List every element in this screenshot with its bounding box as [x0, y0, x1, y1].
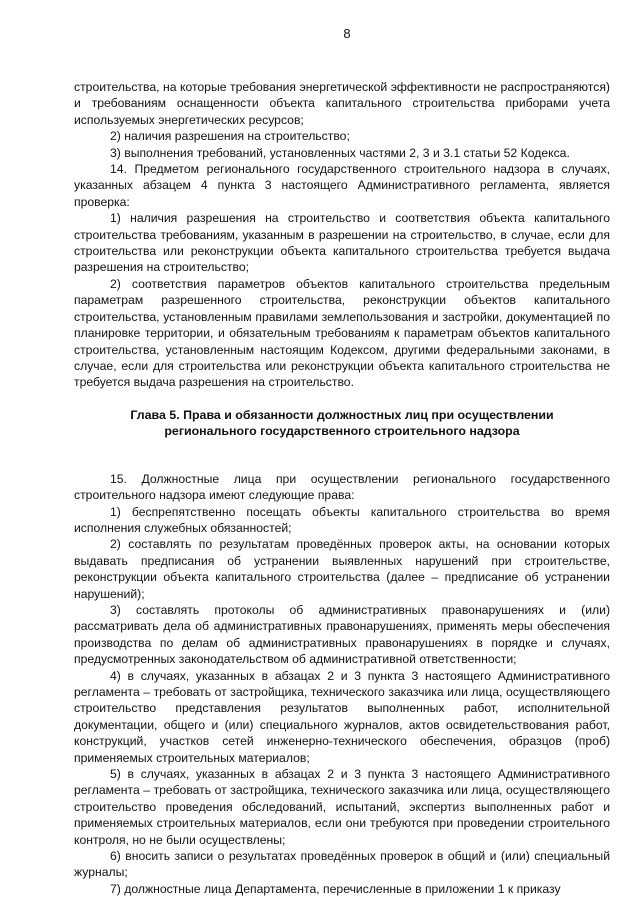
paragraph-item-2: 2) наличия разрешения на строительство; — [110, 129, 350, 144]
paragraph-right-3: 3) составлять протоколы об административных правонарушениях и (или) рассматривать дела об административных правонарушениях, применять меры обеспечения производства по делам об административных правонарушениях в порядке и случаях, предусмотренных законодательством об административной ответственности; — [74, 602, 610, 667]
chapter-heading — [74, 407, 610, 439]
paragraph-right-2: 2) составлять по результатам проведённых проверок акты, на основании которых выдавать предписания об устранении выявленных нарушений при строительстве, реконструкции объекта капитального строительства (далее – предписание об устранении нарушений); — [74, 537, 610, 601]
paragraph-right-6: 6) вносить записи о результатах проведённых проверок в общий и (или) специальный журналы; — [74, 849, 610, 880]
paragraph-continuation: строительства, на которые требования энергетической эффективности не распространяются) и требованиям оснащенности объекта капитального строительства приборами учета используемых энергетических ресурсов; — [74, 80, 610, 127]
paragraph-right-7: 7) должностные лица Департамента, перечисленные в приложении 1 к приказу — [110, 881, 561, 896]
paragraph-right-4: 4) в случаях, указанных в абзацах 2 и 3 пункта 3 настоящего Административного регламента – требовать от застройщика, технического заказчика или лица, осуществляющего строительство представления результатов выполненных работ, исполнительной документации, общего и (или) специального журналов, актов освидетельствования работ, конструкций, участков сетей инженерно-технического обеспечения, образцов (проб) применяемых строительных материалов; — [74, 668, 610, 765]
paragraph-clause-15: 15. Должностные лица при осуществлении регионального государственного строительного надзора имеют следующие права: — [74, 471, 610, 503]
paragraph-clause-14-item-2: 2) соответствия параметров объектов капитального строительства предельным параметрам разрешенного строительства, реконструкции объектов капитального строительства, установленным правилами землепользования и застройки, документацией по планировке территории, и обязательным требованиям к параметрам объектов капитального строительства, установленным настоящим Кодексом, другими федеральными законами, в случае, если для строительства или реконструкции объекта капитального строительства не требуется выдача разрешения на строительство. — [74, 276, 610, 390]
chapter-heading-line-1: Глава 5. Права и обязанности должностных лиц при осуществлении — [130, 407, 554, 422]
chapter-heading-line-2: регионального государственного строительного надзора — [164, 423, 520, 438]
paragraph-clause-14-item-1: 1) наличия разрешения на строительство и соответствия объекта капитального строительства требованиям, указанным в разрешении на строительство, в случае, если для строительства или реконструкции объекта капитального строительства требуется выдача разрешения на строительство; — [74, 211, 610, 275]
paragraph-right-5: 5) в случаях, указанных в абзацах 2 и 3 пункта 3 настоящего Административного регламента – требовать от застройщика, технического заказчика или лица, осуществляющего строительство проведения обследований, испытаний, экспертиз выполненных работ и применяемых строительных материалов, если они требуются при проведении строительного контроля, но не были осуществлены; — [74, 767, 610, 847]
paragraph-right-1: 1) беспрепятственно посещать объекты капитального строительства во время исполнения служебных обязанностей; — [74, 504, 610, 535]
paragraph-item-3: 3) выполнения требований, установленных частями 2, 3 и 3.1 статьи 52 Кодекса. — [110, 145, 570, 160]
paragraph-clause-14: 14. Предметом регионального государственного строительного надзора в случаях, указанных абзацем 4 пункта 3 настоящего Административного регламента, является проверка: — [74, 162, 610, 209]
page-number: 8 — [343, 26, 351, 41]
